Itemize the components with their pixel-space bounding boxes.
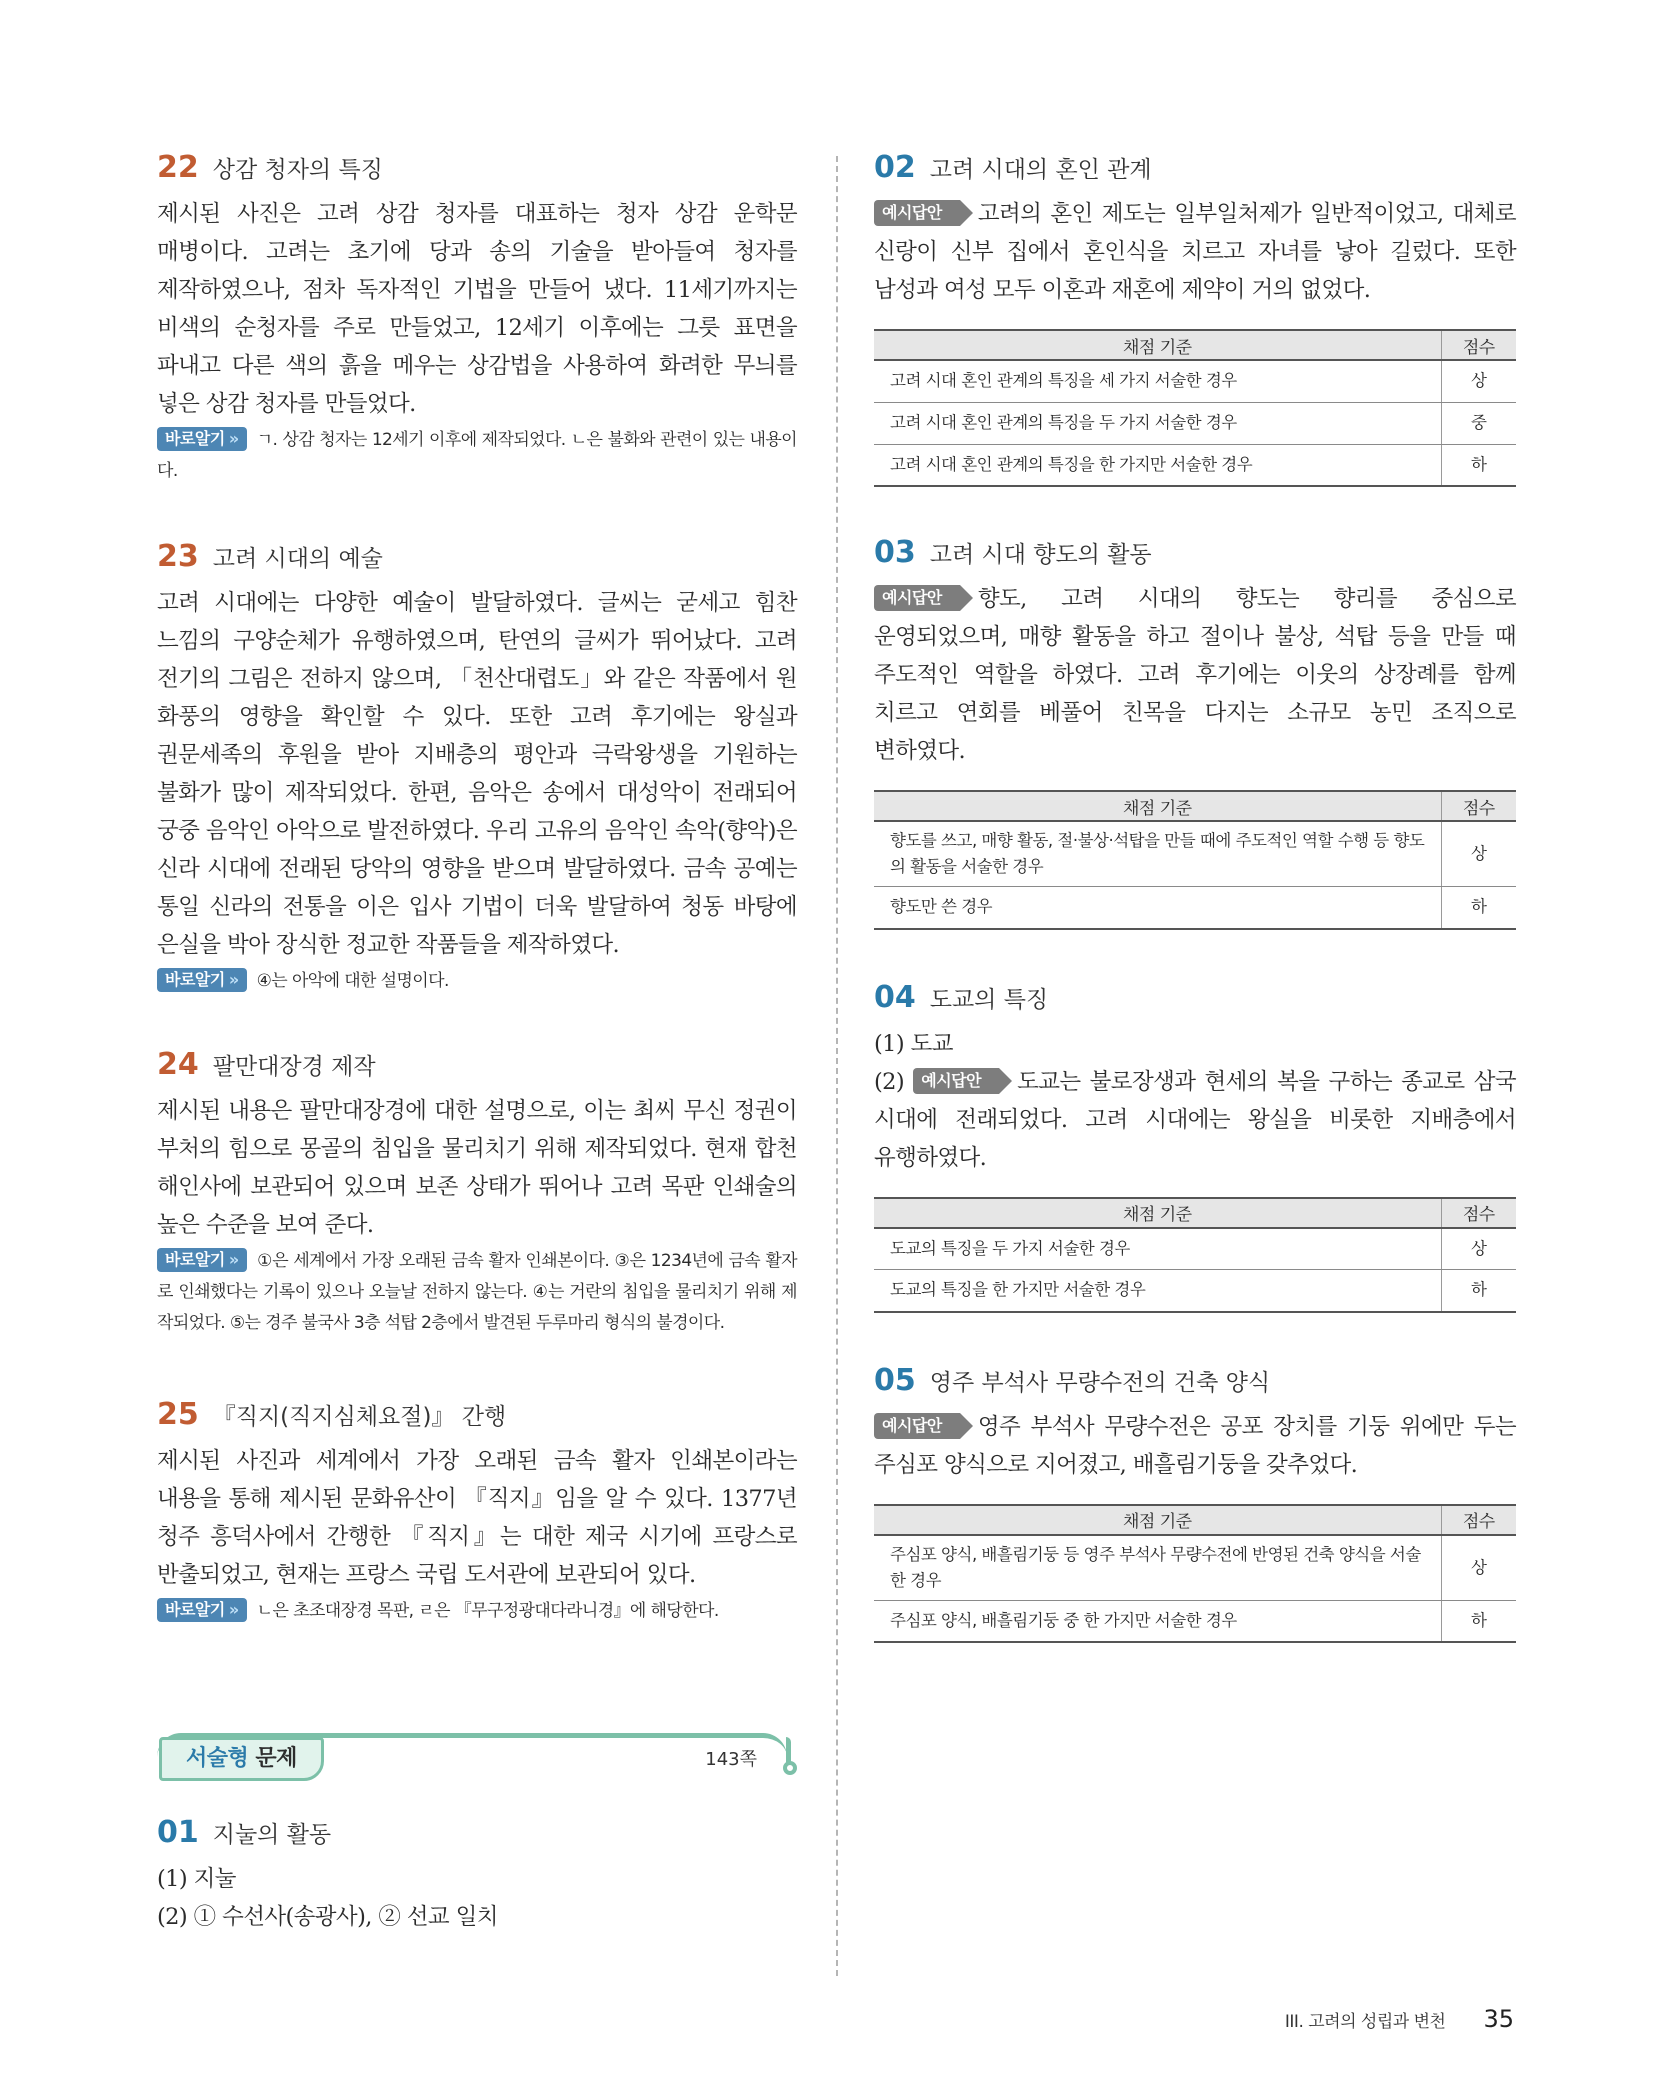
question-23 [157,539,797,997]
question-number: 03 [874,535,916,570]
question-number: 23 [157,539,199,574]
explanation-text: 제시된 사진은 고려 상감 청자를 대표하는 청자 상감 운학문 매병이다. 고려는 초기에 당과 송의 기술을 받아들여 청자를 제작하였으나, 점차 독자적인 기법을 만들어 냈다. 11세기까지는 비색의 순청자를 주로 만들었고, 12세기 이후에는 그릇 표면을 파내고 다른 색의 흙을 메우는 상감법을 사용하여 화려한 무늬를 넣은 상감 청자를 만들었다. [157,201,797,417]
criteria-cell: 도교의 특징을 한 가지만 서술한 경우 [874,1270,1441,1312]
sample-answer [874,1408,1516,1484]
question-04 [874,980,1516,1313]
score-cell: 상 [1441,360,1516,402]
score-cell: 하 [1441,1270,1516,1312]
question-number: 25 [157,1397,199,1432]
check-badge: 바로알기 » [157,1248,247,1272]
criteria-cell: 고려 시대 혼인 관계의 특징을 두 가지 서술한 경우 [874,402,1441,444]
unit-title: III. 고려의 성립과 변천 [1284,2012,1446,2032]
criteria-header: 채점 기준 [874,330,1441,360]
table-row [874,444,1516,486]
sample-answer-badge: 예시답안 [874,1413,960,1439]
table-row [874,1600,1516,1642]
table-row [874,1270,1516,1312]
right-column [874,150,1516,1643]
question-number: 01 [157,1815,199,1850]
grading-table [874,790,1516,930]
criteria-header: 채점 기준 [874,791,1441,821]
section-header-bar [157,1733,797,1785]
score-cell: 중 [1441,402,1516,444]
question-title: 영주 부석사 무량수전의 건축 양식 [929,1369,1271,1396]
sample-answer [874,195,1516,309]
check-note [157,966,797,997]
section-page-ref: 143쪽 [705,1749,757,1770]
score-cell: 하 [1441,887,1516,929]
score-header: 점수 [1441,1505,1516,1535]
check-note [157,1246,797,1339]
question-title: 지눌의 활동 [212,1822,332,1848]
sample-answer-text: 도교는 불로장생과 현세의 복을 구하는 종교로 삼국 시대에 전래되었다. 고려 시대에는 왕실을 비롯한 지배층에서 유행하였다. [874,1068,1516,1171]
page-footer [1285,2005,1514,2033]
left-column [157,150,797,1936]
score-cell: 상 [1441,1228,1516,1270]
grading-table [874,1197,1516,1313]
question-title: 고려 시대의 예술 [212,546,383,572]
explanation-text: 제시된 내용은 팔만대장경에 대한 설명으로, 이는 최씨 무신 정권이 부처의 힘으로 몽골의 침입을 물리치기 위해 제작되었다. 현재 합천 해인사에 보관되어 있으며 보존 상태가 뛰어나 고려 목판 인쇄술의 높은 수준을 보여 준다. [157,1098,797,1238]
question-title: 상감 청자의 특징 [212,157,383,183]
criteria-cell: 도교의 특징을 두 가지 서술한 경우 [874,1228,1441,1270]
criteria-header: 채점 기준 [874,1198,1441,1228]
table-row [874,887,1516,929]
grading-table [874,1504,1516,1644]
answer-line-1: (1) 지눌 [157,1866,236,1892]
table-row [874,821,1516,887]
question-number: 04 [874,979,916,1015]
double-chevron-icon: » [228,1250,239,1269]
score-cell: 하 [1441,444,1516,486]
question-number: 05 [874,1362,916,1398]
question-25 [157,1397,797,1627]
question-title: 『직지(직지심체요절)』 간행 [212,1404,507,1430]
answer-line-2: (2) ① 수선사(송광사), ② 선교 일치 [157,1904,498,1930]
criteria-cell: 향도를 쓰고, 매향 활동, 절·불상·석탑을 만들 때에 주도적인 역할 수행 등 향도의 활동을 서술한 경우 [874,821,1441,887]
question-number: 24 [157,1047,199,1082]
grading-table [874,329,1516,487]
criteria-cell: 주심포 양식, 배흘림기둥 등 영주 부석사 무량수전에 반영된 건축 양식을 서술한 경우 [874,1535,1441,1601]
table-row [874,1228,1516,1270]
score-cell: 하 [1441,1600,1516,1642]
column-divider [836,156,838,1976]
page-number: 35 [1483,2005,1514,2033]
criteria-cell: 향도만 쓴 경우 [874,887,1441,929]
score-header: 점수 [1441,791,1516,821]
check-badge: 바로알기 » [157,427,247,451]
check-note [157,425,797,487]
table-row [874,1535,1516,1601]
check-note-text: ㄴ은 초조대장경 목판, ㄹ은 『무구정광대다라니경』에 해당한다. [256,1601,719,1621]
sample-answer [874,580,1516,770]
sample-answer-badge: 예시답안 [874,585,960,611]
criteria-cell: 주심포 양식, 배흘림기둥 중 한 가지만 서술한 경우 [874,1600,1441,1642]
section-title: 서술형 문제 [159,1737,324,1781]
question-02 [874,150,1516,487]
double-chevron-icon: » [228,429,239,448]
question-01 [157,1815,797,1936]
answer-line-1: (1) 도교 [874,1030,953,1057]
check-note-text: ④는 아악에 대한 설명이다. [256,971,449,991]
sample-answer-badge: 예시답안 [913,1068,999,1094]
explanation-text: 고려 시대에는 다양한 예술이 발달하였다. 글씨는 굳세고 힘찬 느낌의 구양순체가 유행하였으며, 탄연의 글씨가 뛰어났다. 고려 전기의 그림은 전하지 않으며, 「천산대렵도」와 같은 작품에서 원 화풍의 영향을 확인할 수 있다. 또한 고려 후기에는 왕실과 권문세족의 후원을 받아 지배층의 평안과 극락왕생을 기원하는 불화가 많이 제작되었다. 한편, 음악은 송에서 대성악이 전래되어 궁중 음악인 아악으로 발전하였다. 우리 고유의 음악인 속악(향악)은 신라 시대에 전래된 당악의 영향을 받으며 발달하였다. 금속 공예는 통일 신라의 전통을 이은 입사 기법이 더욱 발달하여 청동 바탕에 은실을 박아 장식한 정교한 작품들을 제작하였다. [157,590,797,958]
criteria-cell: 고려 시대 혼인 관계의 특징을 한 가지만 서술한 경우 [874,444,1441,486]
sample-answer-text: 영주 부석사 무량수전은 공포 장치를 기둥 위에만 두는 주심포 양식으로 지어졌고, 배흘림기둥을 갖추었다. [874,1413,1516,1478]
question-number: 02 [874,150,916,185]
question-title: 팔만대장경 제작 [212,1054,376,1080]
criteria-header: 채점 기준 [874,1505,1441,1535]
sample-answer [874,1063,1516,1177]
check-badge: 바로알기 » [157,1598,247,1622]
section-bar-endcap-icon [783,1761,797,1775]
check-badge: 바로알기 » [157,968,247,992]
score-header: 점수 [1441,1198,1516,1228]
sample-answer-badge: 예시답안 [874,200,960,226]
table-row [874,360,1516,402]
question-title: 도교의 특징 [929,986,1049,1013]
check-note-text: ㄱ. 상감 청자는 12세기 이후에 제작되었다. ㄴ은 불화와 관련이 있는 내용이다. [157,430,797,481]
score-cell: 상 [1441,821,1516,887]
score-cell: 상 [1441,1535,1516,1601]
double-chevron-icon: » [228,970,239,989]
criteria-cell: 고려 시대 혼인 관계의 특징을 세 가지 서술한 경우 [874,360,1441,402]
question-22 [157,150,797,487]
score-header: 점수 [1441,330,1516,360]
check-note-text: ①은 세계에서 가장 오래된 금속 활자 인쇄본이다. ③은 1234년에 금속 활자로 인쇄했다는 기록이 있으나 오늘날 전하지 않는다. ④는 거란의 침입을 물리치기 위해 제작되었다. ⑤는 경주 불국사 3층 석탑 2층에서 발견된 두루마리 형식의 불경이다. [157,1251,797,1333]
sample-answer-text: 고려의 혼인 제도는 일부일처제가 일반적이었고, 대체로 신랑이 신부 집에서 혼인식을 치르고 자녀를 낳아 길렀다. 또한 남성과 여성 모두 이혼과 재혼에 제약이 거의 없었다. [874,201,1516,303]
table-row [874,402,1516,444]
sample-answer-text: 향도, 고려 시대의 향도는 향리를 중심으로 운영되었으며, 매향 활동을 하고 절이나 불상, 석탑 등을 만들 때 주도적인 역할을 하였다. 고려 후기에는 이웃의 상장례를 함께 치르고 연회를 베풀어 친목을 다지는 소규모 농민 조직으로 변하였다. [874,586,1516,764]
check-note [157,1596,797,1627]
double-chevron-icon: » [228,1600,239,1619]
question-03 [874,535,1516,930]
explanation-text: 제시된 사진과 세계에서 가장 오래된 금속 활자 인쇄본이라는 내용을 통해 제시된 문화유산이 『직지』임을 알 수 있다. 1377년 청주 흥덕사에서 간행한 『직지』는 대한 제국 시기에 프랑스로 반출되었고, 현재는 프랑스 국립 도서관에 보관되어 있다. [157,1448,797,1588]
question-24 [157,1047,797,1339]
question-number: 22 [157,150,199,185]
question-title: 고려 시대 향도의 활동 [929,542,1152,568]
question-title: 고려 시대의 혼인 관계 [929,157,1152,183]
question-05 [874,1363,1516,1644]
answer-line-2-prefix: (2) [874,1068,905,1095]
